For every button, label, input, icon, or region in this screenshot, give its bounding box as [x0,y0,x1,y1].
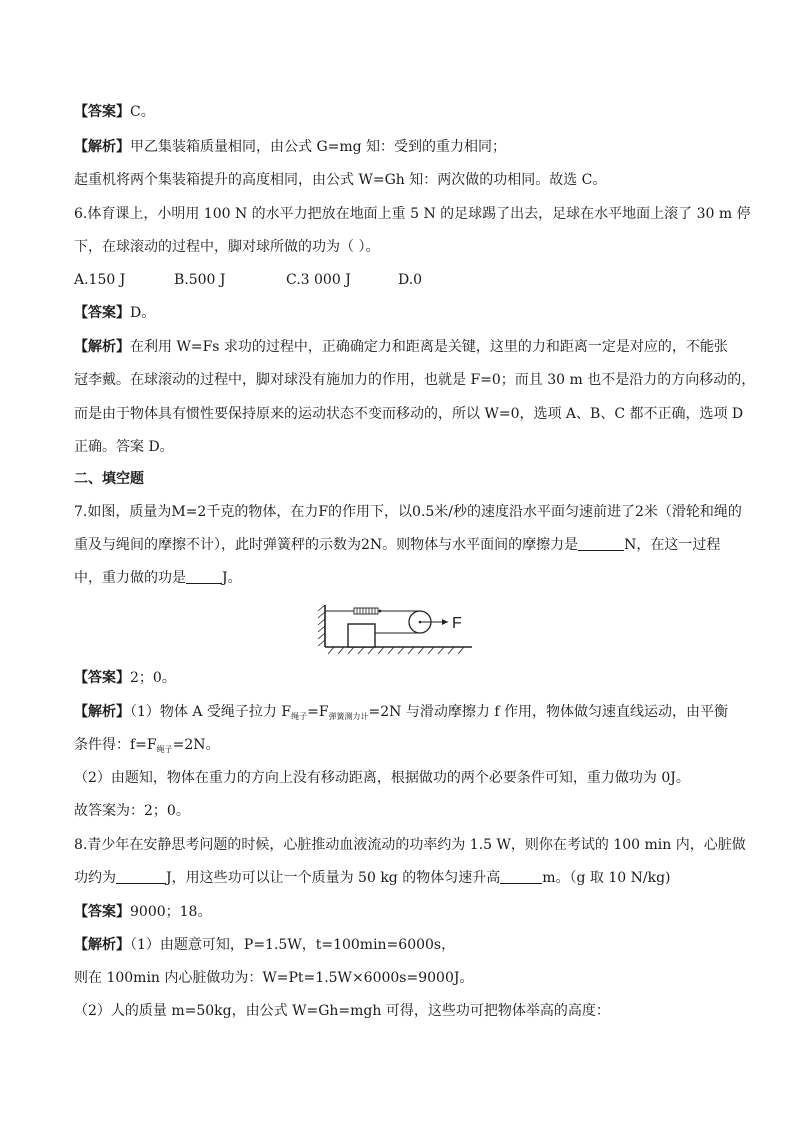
q8-stem-text: J，用这些功可以让一个质量为 50 kg 的物体匀速升高 [166,870,501,886]
subscript: 绳子 [291,712,308,721]
answer-text: C。 [130,104,155,120]
q7-analysis-line-2 [74,735,724,760]
section-title: 二、填空题 [74,471,144,487]
q6-analysis-line-2: 冠李戴。在球滚动的过程中，脚对球没有施加力的作用，也就是 F=0；而且 30 m 也不是沿力的方向移动的， [74,372,756,388]
q8-analysis-line-2: 则在 100min 内心脏做功为：W=Pt=1.5W×6000s=9000J。 [74,970,474,986]
option-c: C.3 000 J [286,272,351,288]
analysis-text: =2N。 [172,737,220,753]
subscript: 弹簧测力计 [328,712,369,721]
answer-blank [578,536,624,551]
answer-tag: 【答案】 [74,104,130,120]
q6-options [74,270,724,290]
q5-analysis-line-1 [74,137,724,157]
q8-stem-text: 功约为 [74,870,116,886]
answer-tag: 【答案】 [74,904,130,920]
block [348,624,375,647]
q7-stem-line-2 [74,535,724,555]
option-d: D.0 [398,272,423,288]
analysis-text: 条件得：f=F [74,737,157,753]
analysis-text: （1）物体 A 受绳子拉力 F [130,704,292,720]
analysis-text: 甲乙集装箱质量相同，由公式 G=mg 知：受到的重力相同； [130,139,507,155]
answer-tag: 【答案】 [74,305,130,321]
wall-hatching [318,605,325,646]
q6-stem-line-1: 6.体育课上，小明用 100 N 的水平力把放在地面上重 5 N 的足球踢了出去，足球在水平地面上滚了 30 m 停 [74,206,751,222]
answer-blank [116,869,166,884]
q7-stem-text: 中，重力做的功是 [74,570,186,586]
answer-tag: 【答案】 [74,670,130,686]
q6-answer [74,303,724,323]
option-b: B.500 J [174,272,226,288]
q7-stem-text: J。 [222,570,242,586]
q6-analysis-line-3: 而是由于物体具有惯性要保持原来的运动状态不变而移动的，所以 W=0，选项 A、B、C 都不正确，选项 D [74,406,744,422]
q7-stem-line-3 [74,568,724,588]
analysis-text: 在利用 W=Fs 求功的过程中，正确确定力和距离是关键，这里的力和距离一定是对应的，不能张 [130,339,728,355]
answer-blank [186,569,222,584]
answer-text: D。 [130,305,156,321]
q7-analysis-line-4: 故答案为：2；0。 [74,803,190,819]
q8-analysis-line-3: （2）人的质量 m=50kg，由公式 W=Gh=mgh 可得，这些功可把物体举高的高度： [74,1003,610,1019]
q7-stem-text: N，在这一过程 [624,537,721,553]
analysis-tag: 【解析】 [74,704,130,720]
arrowhead [442,619,448,625]
analysis-tag: 【解析】 [74,937,130,953]
answer-text: 9000；18。 [130,904,212,920]
q5-answer [74,102,724,122]
q5-analysis-line-2: 起重机将两个集装箱提升的高度相同，由公式 W=Gh 知：两次做的功相同。故选 C。 [74,172,607,188]
q8-answer [74,902,724,922]
q6-stem-line-2: 下，在球滚动的过程中，脚对球所做的功为（ ）。 [74,239,380,255]
analysis-tag: 【解析】 [74,339,130,355]
option-a: A.150 J [74,272,126,288]
q8-stem-text: m。（g 取 10 N/kg) [542,870,671,886]
answer-text: 2；0。 [130,670,176,686]
q8-analysis-line-1 [74,935,724,955]
q7-stem-text: 重及与绳间的摩擦不计），此时弹簧秤的示数为2N。则物体与水平面间的摩擦力是 [74,537,579,553]
floor-hatching [328,647,464,654]
spring-scale [354,608,378,614]
q8-stem-line-2 [74,868,724,888]
analysis-text: =2N 与滑动摩擦力 f 作用，物体做匀速直线运动，由平衡 [368,704,728,720]
q7-stem-line-1: 7.如图，质量为M=2千克的物体，在力F的作用下，以0.5米/秒的速度沿水平面匀速前进了2米（滑轮和绳的 [74,504,742,520]
q6-analysis-line-1 [74,337,728,357]
answer-blank [500,869,542,884]
analysis-tag: 【解析】 [74,139,130,155]
q7-analysis-line-1 [74,702,728,727]
force-label: F [452,615,462,632]
analysis-text: （1）由题意可知，P=1.5W，t=100min=6000s， [130,937,456,953]
subscript: 绳子 [156,745,173,754]
analysis-text: =F [307,704,329,720]
q7-answer [74,668,724,688]
q6-analysis-line-4: 正确。答案 D。 [74,439,174,455]
q8-stem-line-1: 8.青少年在安静思考问题的时候，心脏推动血液流动的功率约为 1.5 W，则你在考试的 100 min 内，心脏做 [74,837,746,853]
q7-analysis-line-3: （2）由题知，物体在重力的方向上没有移动距离，根据做功的两个必要条件可知，重力做功为 0J。 [74,770,690,786]
pulley-spring-figure [316,599,476,655]
